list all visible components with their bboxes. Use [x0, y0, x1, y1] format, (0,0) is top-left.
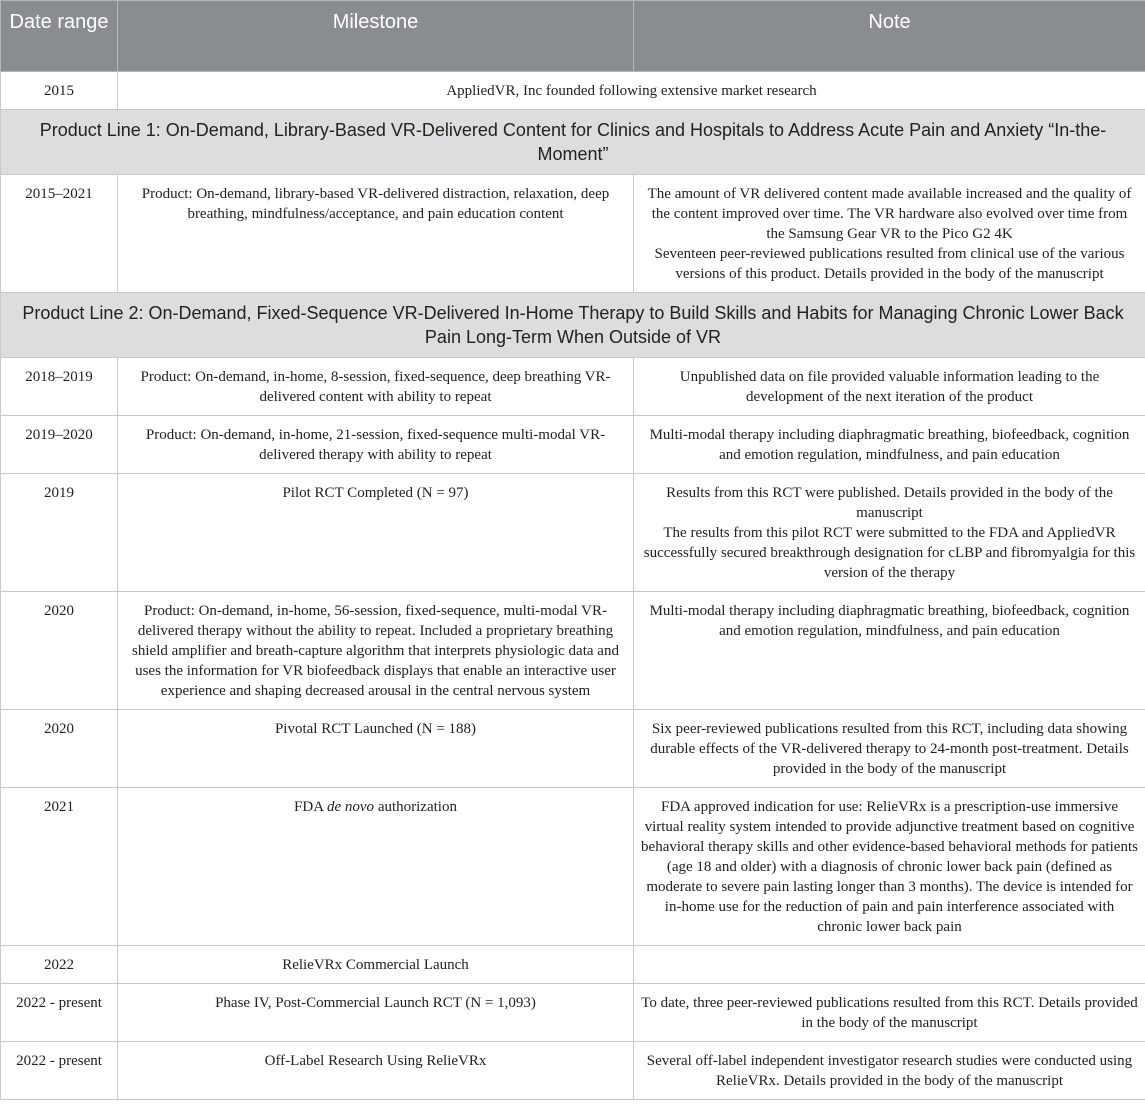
note-paragraph: Six peer-reviewed publications resulted from this RCT, including data showing durable effects of the VR-delivered therapy to 24-month post-treatment. Details provided in the body of the manuscript	[650, 721, 1129, 777]
note-cell	[634, 710, 1145, 788]
table-row	[1, 788, 1145, 946]
date-cell: 2015	[1, 72, 118, 110]
date-cell: 2019	[1, 474, 118, 592]
note-cell	[634, 474, 1145, 592]
table-row	[1, 416, 1145, 474]
table-row	[1, 358, 1145, 416]
date-cell: 2020	[1, 710, 118, 788]
milestone-cell	[118, 788, 634, 946]
note-paragraph: To date, three peer-reviewed publications resulted from this RCT. Details provided in the body of the manuscript	[641, 995, 1138, 1031]
table-row	[1, 72, 1145, 110]
table-row	[1, 1042, 1145, 1100]
late-rows	[1, 946, 1145, 1100]
date-cell: 2019–2020	[1, 416, 118, 474]
milestone-text: authorization	[374, 799, 457, 815]
note-cell	[634, 946, 1145, 984]
table-row	[1, 710, 1145, 788]
milestone-cell: Product: On-demand, in-home, 56-session, fixed-sequence, multi-modal VR-delivered therapy without the ability to repeat. Included a proprietary breathing shield amplifier and breath-capture algorithm that interprets physiologic data and uses the information for VR biofeedback displays that enable an interactive user experience and shaping decreased arousal in the central nervous system	[118, 592, 634, 710]
note-paragraph: Seventeen peer-reviewed publications resulted from clinical use of the various versions of this product. Details provided in the body of the manuscript	[654, 246, 1125, 282]
note-paragraph: Multi-modal therapy including diaphragmatic breathing, biofeedback, cognition and emotion regulation, mindfulness, and pain education	[649, 603, 1130, 639]
header-date-range: Date range	[1, 1, 118, 72]
milestone-cell: AppliedVR, Inc founded following extensive market research	[118, 72, 1145, 110]
header-milestone: Milestone	[118, 1, 634, 72]
milestone-cell: RelieVRx Commercial Launch	[118, 946, 634, 984]
section-heading-product-line-2: Product Line 2: On-Demand, Fixed-Sequence VR-Delivered In-Home Therapy to Build Skills and Habits for Managing Chronic Lower Back Pain Long-Term When Outside of VR	[1, 293, 1145, 358]
milestone-cell: Phase IV, Post-Commercial Launch RCT (N = 1,093)	[118, 984, 634, 1042]
note-paragraph: Results from this RCT were published. Details provided in the body of the manuscript	[666, 485, 1113, 521]
table-row	[1, 946, 1145, 984]
date-cell: 2022	[1, 946, 118, 984]
section-row	[1, 110, 1145, 175]
note-cell	[634, 358, 1145, 416]
note-paragraph: Several off-label independent investigator research studies were conducted using RelieVRx. Details provided in the body of the manuscript	[646, 1053, 1133, 1089]
header-note: Note	[634, 1, 1145, 72]
milestone-text: FDA	[294, 799, 327, 815]
note-cell	[634, 984, 1145, 1042]
header-row	[1, 1, 1145, 72]
note-paragraph: The amount of VR delivered content made available increased and the quality of the content improved over time. The VR hardware also evolved over time from the Samsung Gear VR to the Pico G2 4K	[647, 186, 1132, 242]
date-cell: 2022 - present	[1, 1042, 118, 1100]
milestone-cell: Pivotal RCT Launched (N = 188)	[118, 710, 634, 788]
milestone-italic-text: de novo	[326, 799, 375, 815]
date-cell: 2015–2021	[1, 175, 118, 293]
date-cell: 2020	[1, 592, 118, 710]
date-cell: 2018–2019	[1, 358, 118, 416]
note-cell	[634, 592, 1145, 710]
milestone-cell: Off-Label Research Using RelieVRx	[118, 1042, 634, 1100]
table-row	[1, 474, 1145, 592]
section-heading-product-line-1: Product Line 1: On-Demand, Library-Based VR-Delivered Content for Clinics and Hospitals to Address Acute Pain and Anxiety “In-the-Moment”	[1, 110, 1145, 175]
date-cell: 2022 - present	[1, 984, 118, 1042]
section-row	[1, 293, 1145, 358]
date-cell: 2021	[1, 788, 118, 946]
note-cell	[634, 1042, 1145, 1100]
milestone-cell: Product: On-demand, library-based VR-delivered distraction, relaxation, deep breathing, mindfulness/acceptance, and pain education content	[118, 175, 634, 293]
milestone-cell: Product: On-demand, in-home, 21-session, fixed-sequence multi-modal VR-delivered therapy with ability to repeat	[118, 416, 634, 474]
note-paragraph: The results from this pilot RCT were submitted to the FDA and AppliedVR successfully secured breakthrough designation for cLBP and fibromyalgia for this version of the therapy	[643, 525, 1136, 581]
note-paragraph: Multi-modal therapy including diaphragmatic breathing, biofeedback, cognition and emotion regulation, mindfulness, and pain education	[649, 427, 1130, 463]
product-line-1-rows	[1, 175, 1145, 293]
table-row	[1, 175, 1145, 293]
note-cell	[634, 175, 1145, 293]
table-row	[1, 984, 1145, 1042]
note-paragraph: Unpublished data on file provided valuable information leading to the development of the next iteration of the product	[679, 369, 1100, 405]
milestone-cell: Product: On-demand, in-home, 8-session, fixed-sequence, deep breathing VR-delivered content with ability to repeat	[118, 358, 634, 416]
note-cell	[634, 416, 1145, 474]
table-row	[1, 592, 1145, 710]
milestone-cell: Pilot RCT Completed (N = 97)	[118, 474, 634, 592]
note-cell: FDA approved indication for use: RelieVRx is a prescription-use immersive virtual reality system intended to provide adjunctive treatment based on cognitive behavioral therapy skills and other evidence-based behavioral methods for patients (age 18 and older) with a diagnosis of chronic lower back pain (defined as moderate to severe pain lasting longer than 3 months). The device is intended for in-home use for the reduction of pain and pain interference associated with chronic lower back pain	[634, 788, 1145, 946]
product-line-2-rows	[1, 358, 1145, 788]
